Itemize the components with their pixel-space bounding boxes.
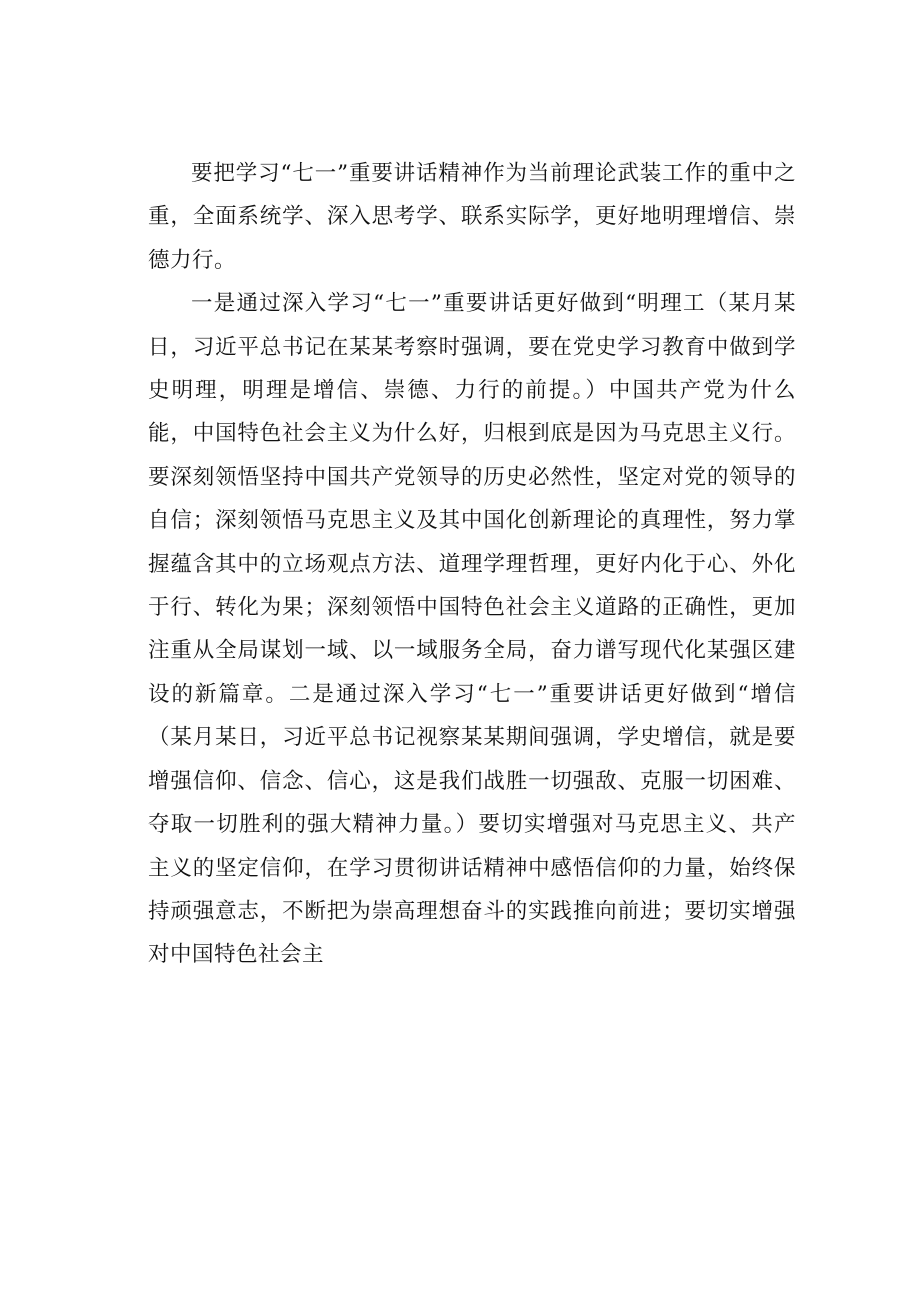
paragraph-intro: 要把学习“七一”重要讲话精神作为当前理论武装工作的重中之重，全面系统学、深入思考学、联系实际学，更好地明理增信、崇德力行。 [148, 161, 796, 273]
document-body [148, 152, 796, 977]
paragraph-main: 一是通过深入学习“七一”重要讲话更好做到“明理工（某月某日，习近平总书记在某某考察时强调，要在党史学习教育中做到学史明理，明理是增信、崇德、力行的前提。）中国共产党为什么能，中国特色社会主义为什么好，归根到底是因为马克思主义行。要深刻领悟坚持中国共产党领导的历史必然性，坚定对党的领导的自信；深刻领悟马克思主义及其中国化创新理论的真理性，努力掌握蕴含其中的立场观点方法、道理学理哲理，更好内化于心、外化于行、转化为果；深刻领悟中国特色社会主义道路的正确性，更加注重从全局谋划一域、以一域服务全局，奋力谱写现代化某强区建设的新篇章。二是通过深入学习“七一”重要讲话更好做到“增信（某月某日，习近平总书记视察某某期间强调，学史增信，就是要增强信仰、信念、信心，这是我们战胜一切强敌、克服一切困难、夺取一切胜利的强大精神力量。）要切实增强对马克思主义、共产主义的坚定信仰，在学习贯彻讲话精神中感悟信仰的力量，始终保持顽强意志，不断把为崇高理想奋斗的实践推向前进；要切实增强对中国特色社会主 [148, 291, 796, 968]
